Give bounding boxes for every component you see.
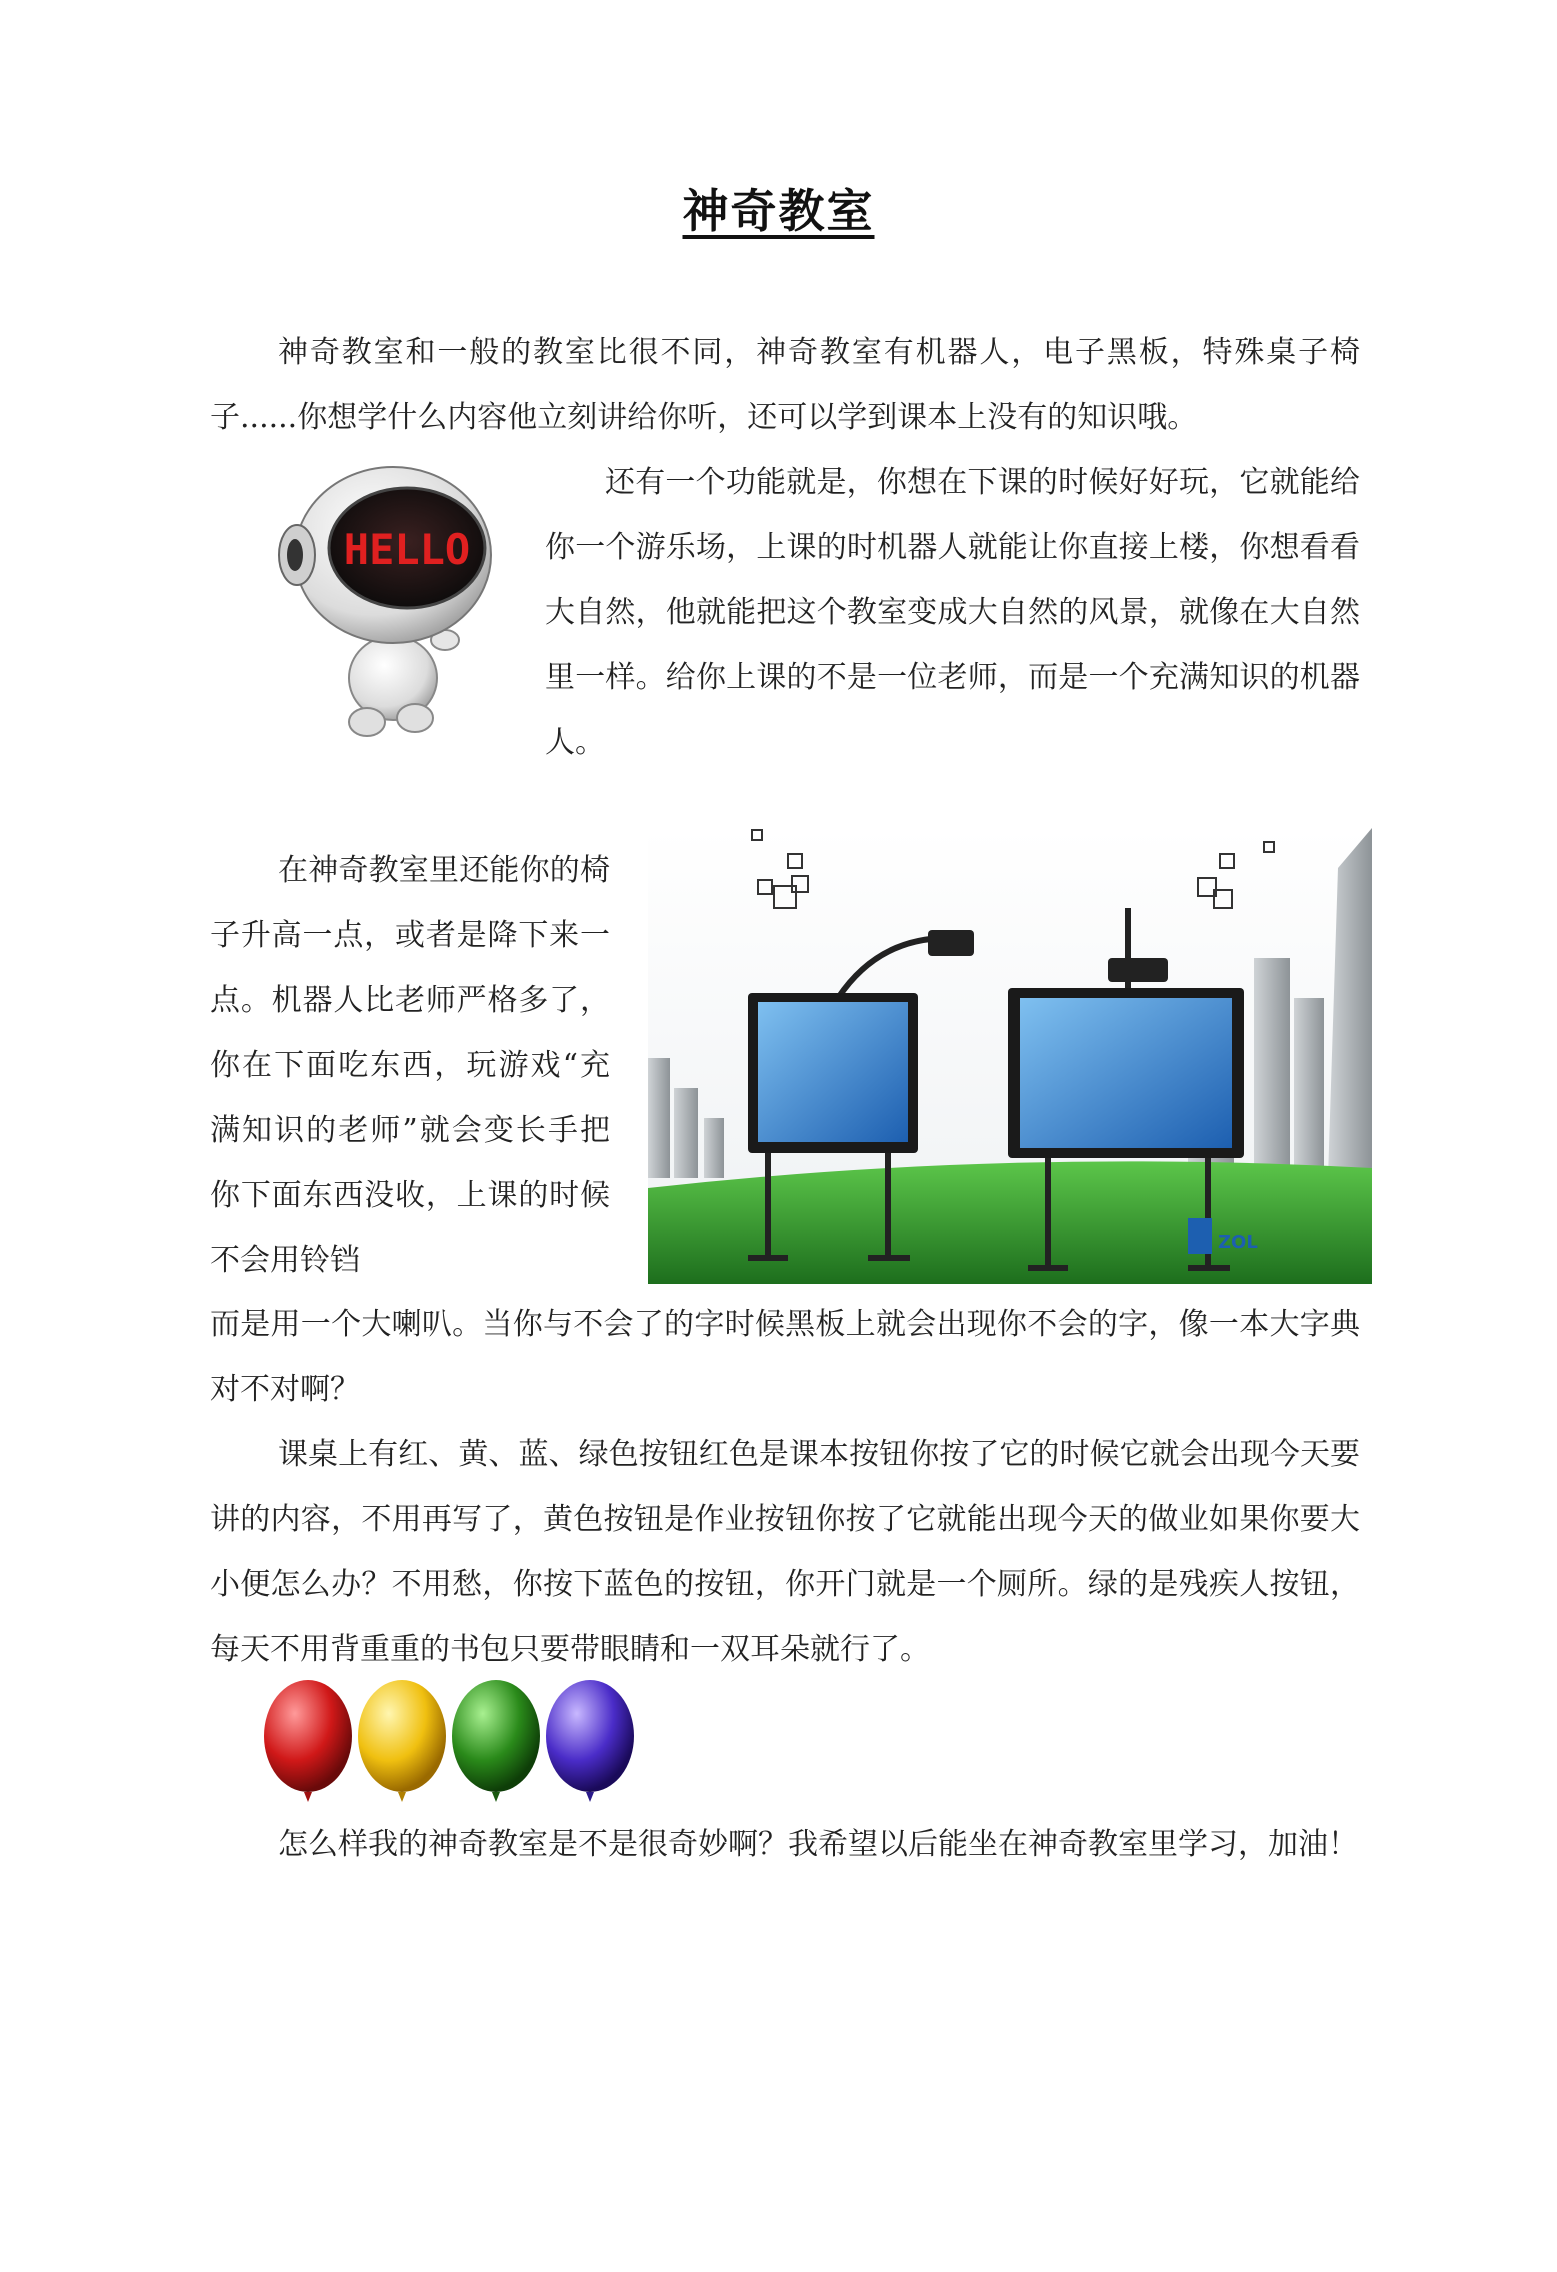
board-logo-text: ZOL	[1218, 1232, 1258, 1253]
smart-board-illustration	[648, 828, 1372, 1284]
paragraph-chair-side: 在神奇教室里还能你的椅子升高一点，或者是降下来一点。机器人比老师严格多了，你在下面吃东西，玩游戏“充满知识的老师”就会变长手把你下面东西没收，上课的时候不会用铃铛	[210, 853, 610, 1278]
balloons-illustration	[260, 1678, 644, 1812]
paragraph-intro: 神奇教室和一般的教室比很不同，神奇教室有机器人，电子黑板，特殊桌子椅子......你想学什么内容他立刻讲给你听，还可以学到课本上没有的知识哦。	[210, 335, 1360, 435]
paragraph-chair-rest: 而是用一个大喇叭。当你与不会了的字时候黑板上就会出现你不会的字，像一本大字典对不对啊？	[210, 1307, 1360, 1407]
paragraph-desk-buttons: 课桌上有红、黄、蓝、绿色按钮红色是课本按钮你按了它的时候它就会出现今天要讲的内容，不用再写了，黄色按钮是作业按钮你按了它就能出现今天的做业如果你要大小便怎么办？不用愁，你按下蓝色的按钮，你开门就是一个厕所。绿的是残疾人按钮，每天不用背重重的书包只要带眼睛和一双耳朵就行了。	[210, 1437, 1360, 1667]
page-title: 神奇教室	[682, 184, 875, 238]
robot-illustration	[275, 460, 505, 740]
paragraph-function: 还有一个功能就是，你想在下课的时候好好玩，它就能给你一个游乐场，上课的时机器人就能让你直接上楼，你想看看大自然，他就能把这个教室变成大自然的风景，就像在大自然里一样。给你上课的不是一位老师，而是一个充满知识的机器人。	[545, 465, 1360, 760]
paragraph-conclusion: 怎么样我的神奇教室是不是很奇妙啊？我希望以后能坐在神奇教室里学习，加油！	[278, 1827, 1358, 1862]
robot-screen-text: HELLO	[343, 525, 471, 574]
